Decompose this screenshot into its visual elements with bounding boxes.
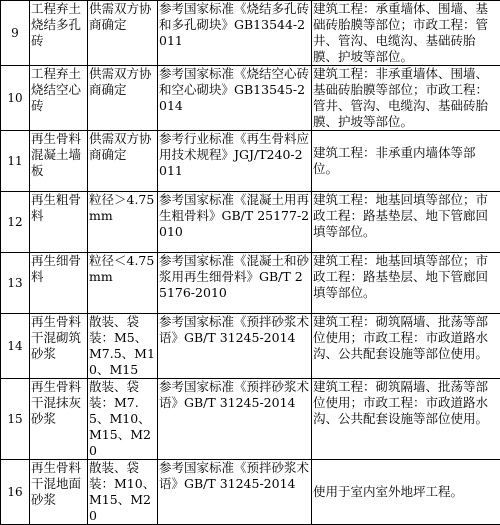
product-spec: 散装、袋装：M7.5、M10、M15、M20: [88, 379, 158, 460]
row-number: 10: [1, 66, 30, 131]
reference-standard: 参考国家标准《烧结多孔砖和多孔砌块》GB13544-2011: [158, 1, 312, 66]
product-name: 再生骨料干混抹灰砂浆: [30, 379, 88, 460]
product-name: 再生骨料混凝土墙板: [30, 131, 88, 192]
product-spec: 散装、袋装：M5、M7.5、M10、M15: [88, 314, 158, 379]
product-spec: 粒径＞4.75mm: [88, 192, 158, 253]
product-name: 再生粗骨料: [30, 192, 88, 253]
reference-standard: 参考行业标准《再生骨料应用技术规程》JGJ/T240-2011: [158, 131, 312, 192]
reference-standard: 参考国家标准《烧结空心砖和空心砌块》GB13545-2014: [158, 66, 312, 131]
table-row: [1, 1, 500, 66]
reference-standard: 参考国家标准《预拌砂浆术语》GB/T 31245-2014: [158, 460, 312, 525]
product-name: 工程弃土烧结空心砖: [30, 66, 88, 131]
table-row: [1, 314, 500, 379]
reference-standard: 参考国家标准《混凝土用再生粗骨料》GB/T 25177-2010: [158, 192, 312, 253]
row-number: 15: [1, 379, 30, 460]
application-scope: 建筑工程：承重墙体、围墙、基础砖胎膜等部位；市政工程：管井、管沟、电缆沟、基础砖胎膜、护坡等部位。: [312, 1, 500, 66]
product-spec: 散装、袋装：M10、M15、M20: [88, 460, 158, 525]
application-scope: 建筑工程：非承重墙体、围墙、基础砖胎膜等部位；市政工程：管井、管沟、电缆沟、基础砖胎膜、护坡等部位。: [312, 66, 500, 131]
table-row: [1, 379, 500, 460]
product-name: 再生骨料干混砌筑砂浆: [30, 314, 88, 379]
table-row: [1, 253, 500, 314]
application-scope: 使用于室内室外地坪工程。: [312, 460, 500, 525]
product-name: 再生骨料干混地面砂浆: [30, 460, 88, 525]
row-number: 9: [1, 1, 30, 66]
reference-standard: 参考国家标准《混凝土和砂浆用再生细骨料》GB/T 25176-2010: [158, 253, 312, 314]
product-name: 再生细骨料: [30, 253, 88, 314]
row-number: 14: [1, 314, 30, 379]
product-spec: 供需双方协商确定: [88, 66, 158, 131]
application-scope: 建筑工程：非承重内墙体等部位。: [312, 131, 500, 192]
application-scope: 建筑工程：砌筑隔墙、批荡等部位使用；市政工程：市政道路水沟、公共配套设施等部位使用。: [312, 379, 500, 460]
product-name: 工程弃土烧结多孔砖: [30, 1, 88, 66]
row-number: 11: [1, 131, 30, 192]
row-number: 16: [1, 460, 30, 525]
table-row: [1, 192, 500, 253]
reference-standard: 参考国家标准《预拌砂浆术语》GB/T 31245-2014: [158, 314, 312, 379]
product-spec: 粒径＜4.75mm: [88, 253, 158, 314]
reference-standard: 参考国家标准《预拌砂浆术语》GB/T 31245-2014: [158, 379, 312, 460]
product-spec: 供需双方协商确定: [88, 131, 158, 192]
application-scope: 建筑工程：地基回填等部位；市政工程：路基垫层、地下管廊回填等部位。: [312, 253, 500, 314]
row-number: 12: [1, 192, 30, 253]
application-scope: 建筑工程：砌筑隔墙、批荡等部位使用；市政工程：市政道路水沟、公共配套设施等部位使用。: [312, 314, 500, 379]
product-spec: 供需双方协商确定: [88, 1, 158, 66]
table-row: [1, 66, 500, 131]
application-scope: 建筑工程：地基回填等部位；市政工程：路基垫层、地下管廊回填等部位。: [312, 192, 500, 253]
table-row: [1, 131, 500, 192]
table-row: [1, 460, 500, 525]
row-number: 13: [1, 253, 30, 314]
